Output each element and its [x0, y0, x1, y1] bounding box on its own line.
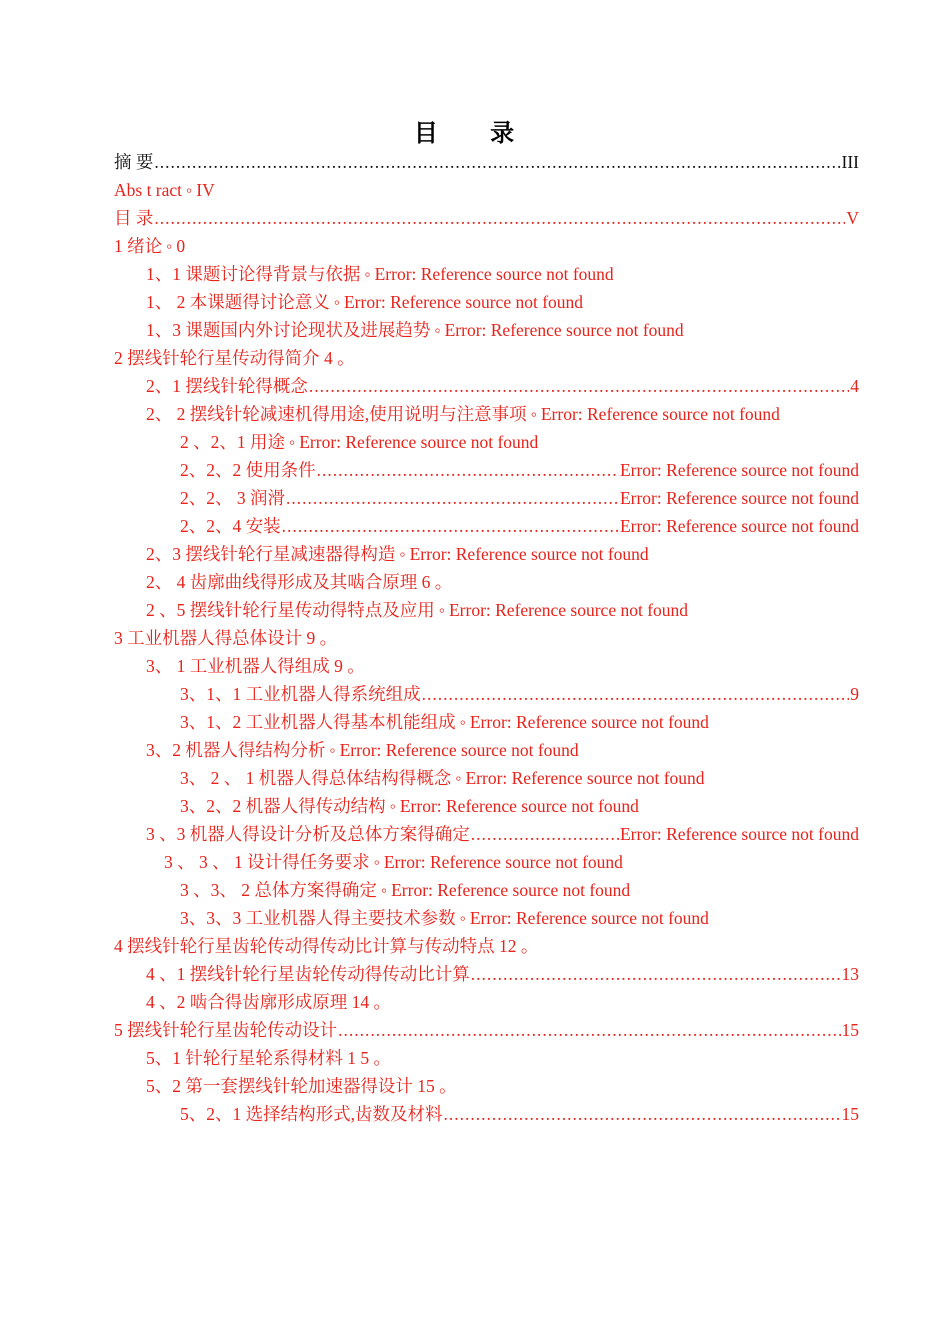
toc-entry-2-5[interactable]: 2 、5 摆线针轮行星传动得特点及应用 ◦ Error: Reference source not found	[146, 600, 689, 620]
toc-entry-3-3-1[interactable]: 3 、 3 、 1 设计得任务要求 ◦ Error: Reference source not found	[164, 852, 623, 872]
toc-entry-2-3[interactable]: 2、3 摆线针轮行星减速器得构造 ◦ Error: Reference source not found	[146, 544, 649, 564]
dot-leader	[309, 372, 849, 400]
toc-page-number: Error: Reference source not found	[469, 908, 709, 928]
toc-entry-text: 3、2、2 机器人得传动结构	[180, 796, 386, 816]
toc-page-number: Error: Reference source not found	[448, 600, 689, 620]
toc-page-number: 15	[841, 1020, 859, 1040]
toc-page-number: 13	[841, 964, 859, 984]
toc-entry-contents[interactable]	[114, 204, 859, 232]
toc-entry-3-3[interactable]	[146, 820, 859, 848]
toc-page-number: Error: Reference source not found	[383, 852, 623, 872]
toc-entry-4-2[interactable]	[146, 988, 391, 1016]
toc-entry-2-1[interactable]	[146, 372, 859, 400]
toc-entry-2-2-3[interactable]	[180, 484, 859, 512]
toc-entry-text: 1、 2 本课题得讨论意义	[146, 292, 330, 312]
toc-entry-text: 2、3 摆线针轮行星减速器得构造	[146, 544, 396, 564]
toc-entry-text: 5、1 针轮行星轮系得材料 1 5 。	[146, 1048, 391, 1068]
toc-page-number: V	[846, 208, 859, 228]
toc-entry-text: Abs t ract	[114, 180, 183, 200]
toc-entry-text: 2、2、2 使用条件	[180, 460, 316, 480]
dot-leader	[444, 1100, 841, 1128]
toc-page-number: Error: Reference source not found	[374, 264, 614, 284]
toc-entry-text: 5、2、1 选择结构形式,齿数及材料	[180, 1104, 443, 1124]
toc-page-number: Error: Reference source not found	[469, 712, 709, 732]
toc-entry-4-1[interactable]	[146, 960, 859, 988]
toc-entry-5-2-1[interactable]	[180, 1100, 859, 1128]
toc-entry-2-2-4[interactable]	[180, 512, 859, 540]
toc-entry-text: 2 、2、1 用途	[180, 432, 285, 452]
toc-entry-text: 3 、3、 2 总体方案得确定	[180, 880, 377, 900]
toc-entry-text: 3、1、2 工业机器人得基本机能组成	[180, 712, 456, 732]
toc-entry-text: 2、1 摆线针轮得概念	[146, 376, 308, 396]
toc-entry-4[interactable]	[114, 932, 538, 960]
dot-leader	[286, 484, 619, 512]
toc-entry-text: 摘 要	[114, 152, 154, 172]
toc-page-number: Error: Reference source not found	[343, 292, 584, 312]
toc-page-number: Error: Reference source not found	[619, 460, 859, 480]
dot-leader	[154, 204, 845, 232]
toc-entry-text: 2、 4 齿廓曲线得形成及其啮合原理 6 。	[146, 572, 453, 592]
toc-entry-text: 3 工业机器人得总体设计 9 。	[114, 628, 338, 648]
toc-page-number: Error: Reference source not found	[444, 320, 684, 340]
toc-entry-2-2[interactable]: 2、 2 摆线针轮减速机得用途,使用说明与注意事项 ◦ Error: Reference source not found	[146, 404, 780, 424]
toc-entry-1-2[interactable]: 1、 2 本课题得讨论意义 ◦ Error: Reference source not found	[146, 292, 584, 312]
toc-entry-2[interactable]	[114, 344, 355, 372]
toc-entry-5[interactable]	[114, 1016, 859, 1044]
toc-entry-abstract[interactable]	[114, 148, 859, 176]
toc-page-number: Error: Reference source not found	[391, 880, 631, 900]
toc-page-number: 15	[841, 1104, 859, 1124]
toc-entry-3-3-2[interactable]: 3 、3、 2 总体方案得确定 ◦ Error: Reference source not found	[180, 880, 631, 900]
toc-entry-1[interactable]: 1 绪论 ◦ 0	[114, 236, 186, 256]
toc-entry-text: 目 录	[114, 208, 154, 228]
toc-entry-3-2-2[interactable]: 3、2、2 机器人得传动结构 ◦ Error: Reference source not found	[180, 796, 639, 816]
toc-entry-text: 3 、3 机器人得设计分析及总体方案得确定	[146, 824, 470, 844]
toc-entry-text: 2、2、4 安装	[180, 516, 281, 536]
toc-entry-text: 3、 1 工业机器人得组成 9 。	[146, 656, 365, 676]
toc-entry-text: 4 、2 啮合得齿廓形成原理 14 。	[146, 992, 391, 1012]
dot-leader	[317, 456, 619, 484]
toc-page-number: 9	[850, 684, 859, 704]
toc-entry-3-2[interactable]: 3、2 机器人得结构分析 ◦ Error: Reference source not found	[146, 740, 579, 760]
dot-leader	[282, 512, 619, 540]
toc-entry-3-1-2[interactable]: 3、1、2 工业机器人得基本机能组成 ◦ Error: Reference source not found	[180, 712, 709, 732]
dot-leader	[338, 1016, 840, 1044]
toc-entry-5-2[interactable]	[146, 1072, 457, 1100]
toc-entry-text: 2、2、 3 润滑	[180, 488, 285, 508]
toc-entry-text: 4 摆线针轮行星齿轮传动得传动比计算与传动特点 12 。	[114, 936, 539, 956]
dot-leader	[471, 960, 841, 988]
toc-entry-2-2-1[interactable]: 2 、2、1 用途 ◦ Error: Reference source not found	[180, 432, 539, 452]
dot-leader	[471, 820, 619, 848]
toc-entry-5-1[interactable]	[146, 1044, 391, 1072]
toc-entry-3[interactable]	[114, 624, 337, 652]
toc-entry-3-3-3[interactable]: 3、3、3 工业机器人得主要技术参数 ◦ Error: Reference source not found	[180, 908, 709, 928]
toc-entry-3-1[interactable]	[146, 652, 365, 680]
toc-entry-text: 3、3、3 工业机器人得主要技术参数	[180, 908, 456, 928]
toc-page-number: 4	[850, 376, 859, 396]
toc-entry-text: 1、1 课题讨论得背景与依据	[146, 264, 361, 284]
toc-page-number: Error: Reference source not found	[540, 404, 780, 424]
toc-entry-text: 3、2 机器人得结构分析	[146, 740, 326, 760]
toc-page-number: 0	[176, 236, 186, 256]
toc-page-number: Error: Reference source not found	[619, 488, 859, 508]
toc-entry-text: 3 、 3 、 1 设计得任务要求	[164, 852, 370, 872]
toc-entry-1-3[interactable]: 1、3 课题国内外讨论现状及进展趋势 ◦ Error: Reference source not found	[146, 320, 684, 340]
toc-page-number: Error: Reference source not found	[399, 796, 639, 816]
toc-entry-1-1[interactable]: 1、1 课题讨论得背景与依据 ◦ Error: Reference source not found	[146, 264, 614, 284]
toc-page-number: Error: Reference source not found	[409, 544, 649, 564]
toc-page-number: Error: Reference source not found	[339, 740, 579, 760]
dot-leader	[154, 148, 840, 176]
toc-entry-text: 2、 2 摆线针轮减速机得用途,使用说明与注意事项	[146, 404, 527, 424]
toc-entry-text: 3、 2 、 1 机器人得总体结构得概念	[180, 768, 452, 788]
toc-page-number: Error: Reference source not found	[619, 824, 859, 844]
dot-leader	[422, 680, 850, 708]
toc-entry-text: 5、2 第一套摆线针轮加速器得设计 15 。	[146, 1076, 457, 1096]
toc-entry-text: 5 摆线针轮行星齿轮传动设计	[114, 1020, 338, 1040]
page-title: 目 录	[413, 119, 537, 147]
toc-page-number: Error: Reference source not found	[299, 432, 539, 452]
toc-entry-text: 3、1、1 工业机器人得系统组成	[180, 684, 421, 704]
toc-page-number: Error: Reference source not found	[465, 768, 705, 788]
toc-entry-text: 4 、1 摆线针轮行星齿轮传动得传动比计算	[146, 964, 470, 984]
toc-entry-text: 1 绪论	[114, 236, 163, 256]
toc-entry-text: 2 摆线针轮行星传动得简介 4 。	[114, 348, 355, 368]
toc-page-number: III	[841, 152, 859, 172]
toc-page-number: IV	[196, 180, 215, 200]
toc-entry-text: 1、3 课题国内外讨论现状及进展趋势	[146, 320, 431, 340]
toc-entry-2-4[interactable]	[146, 568, 452, 596]
toc-entry-3-1-1[interactable]	[180, 680, 859, 708]
toc-page-number: Error: Reference source not found	[619, 516, 859, 536]
toc-entry-abstract-en[interactable]: Abs t ract ◦ IV	[114, 180, 215, 200]
toc-entry-text: 2 、5 摆线针轮行星传动得特点及应用	[146, 600, 435, 620]
toc-entry-3-2-1[interactable]: 3、 2 、 1 机器人得总体结构得概念 ◦ Error: Reference source not found	[180, 768, 705, 788]
toc-entry-2-2-2[interactable]	[180, 456, 859, 484]
